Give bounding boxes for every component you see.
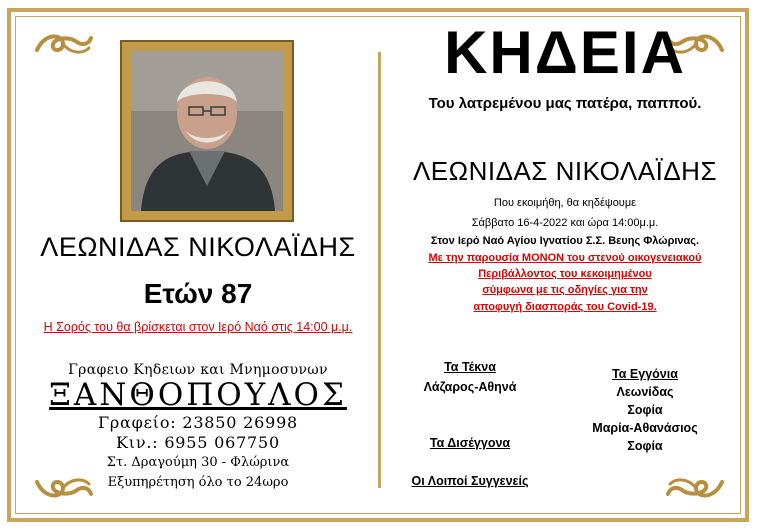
- notice-subtitle: Του λατρεμένου μας πατέρα, παππού.: [428, 95, 702, 112]
- children-heading: Τα Τέκνα: [444, 360, 496, 374]
- age: Ετών 87: [143, 278, 253, 309]
- covid-line: σύμφωνα με τις οδηγίες για την: [482, 284, 648, 296]
- grandchild-name: Λεωνίδας: [616, 385, 674, 399]
- covid-line: Με την παρουσία ΜΟΝΟΝ του στενού οικογενειακού: [428, 252, 702, 264]
- info-line: Που εκοιμήθη, θα κηδέψουμε: [493, 197, 637, 209]
- covid-line: αποφυγή διασποράς του Covid-19.: [473, 301, 657, 313]
- info-line: Στον Ιερό Ναό Αγίου Ιγνατίου Σ.Σ. Βευης Φλώρινας.: [430, 235, 700, 247]
- portrait-photo: [122, 42, 292, 220]
- deceased-name-right: ΛΕΩΝΙΔΑΣ ΝΙΚΟΛΑΪΔΗΣ: [412, 156, 718, 186]
- funeral-office-name: [22, 377, 374, 413]
- covid-line: Περιβάλλοντος του κεκοιμημένου: [478, 268, 652, 280]
- grandchild-name: Σοφία: [627, 403, 663, 417]
- grandchild-name: Μαρία-Αθανάσιος: [592, 421, 698, 435]
- deceased-name-left: ΛΕΩΝΙΔΑΣ ΝΙΚΟΛΑΪΔΗΣ: [40, 232, 356, 262]
- funeral-office-name-text: ΞΑΝΘΟΠΟΥΛΟΣ: [49, 377, 347, 413]
- office-mobile: Κιν.: 6955 067750: [116, 433, 280, 452]
- info-line: Σάββατο 16-4-2022 και ώρα 14:00μ.μ.: [471, 217, 659, 229]
- viewing-note: Η Σορός του θα βρίσκεται στον Ιερό Ναό στις 14:00 μ.μ.: [43, 320, 353, 334]
- great-grandchildren-heading: Τα Δισέγγονα: [429, 436, 511, 450]
- corner-ornament-icon: [33, 30, 93, 58]
- children-names: Λάζαρος-Αθηνά: [423, 380, 517, 394]
- center-divider: [378, 52, 381, 488]
- office-phone: Γραφείο: 23850 26998: [97, 413, 299, 432]
- relatives-heading: Οι Λοιποί Συγγενείς: [411, 474, 529, 488]
- grandchildren-heading: Τα Εγγόνια: [612, 367, 678, 381]
- office-address: Στ. Δραγούμη 30 - Φλώρινα: [106, 455, 290, 470]
- corner-ornament-icon: [666, 474, 726, 502]
- portrait-illustration: [131, 51, 283, 211]
- grandchild-name: Σοφία: [627, 439, 663, 453]
- notice-title: ΚΗΔΕΙΑ: [444, 19, 686, 86]
- office-service-hours: Εξυπηρέτηση όλο το 24ωρο: [107, 475, 289, 490]
- funeral-office-title: Γραφειο Κηδειων και Μνημοσυνων: [68, 362, 328, 378]
